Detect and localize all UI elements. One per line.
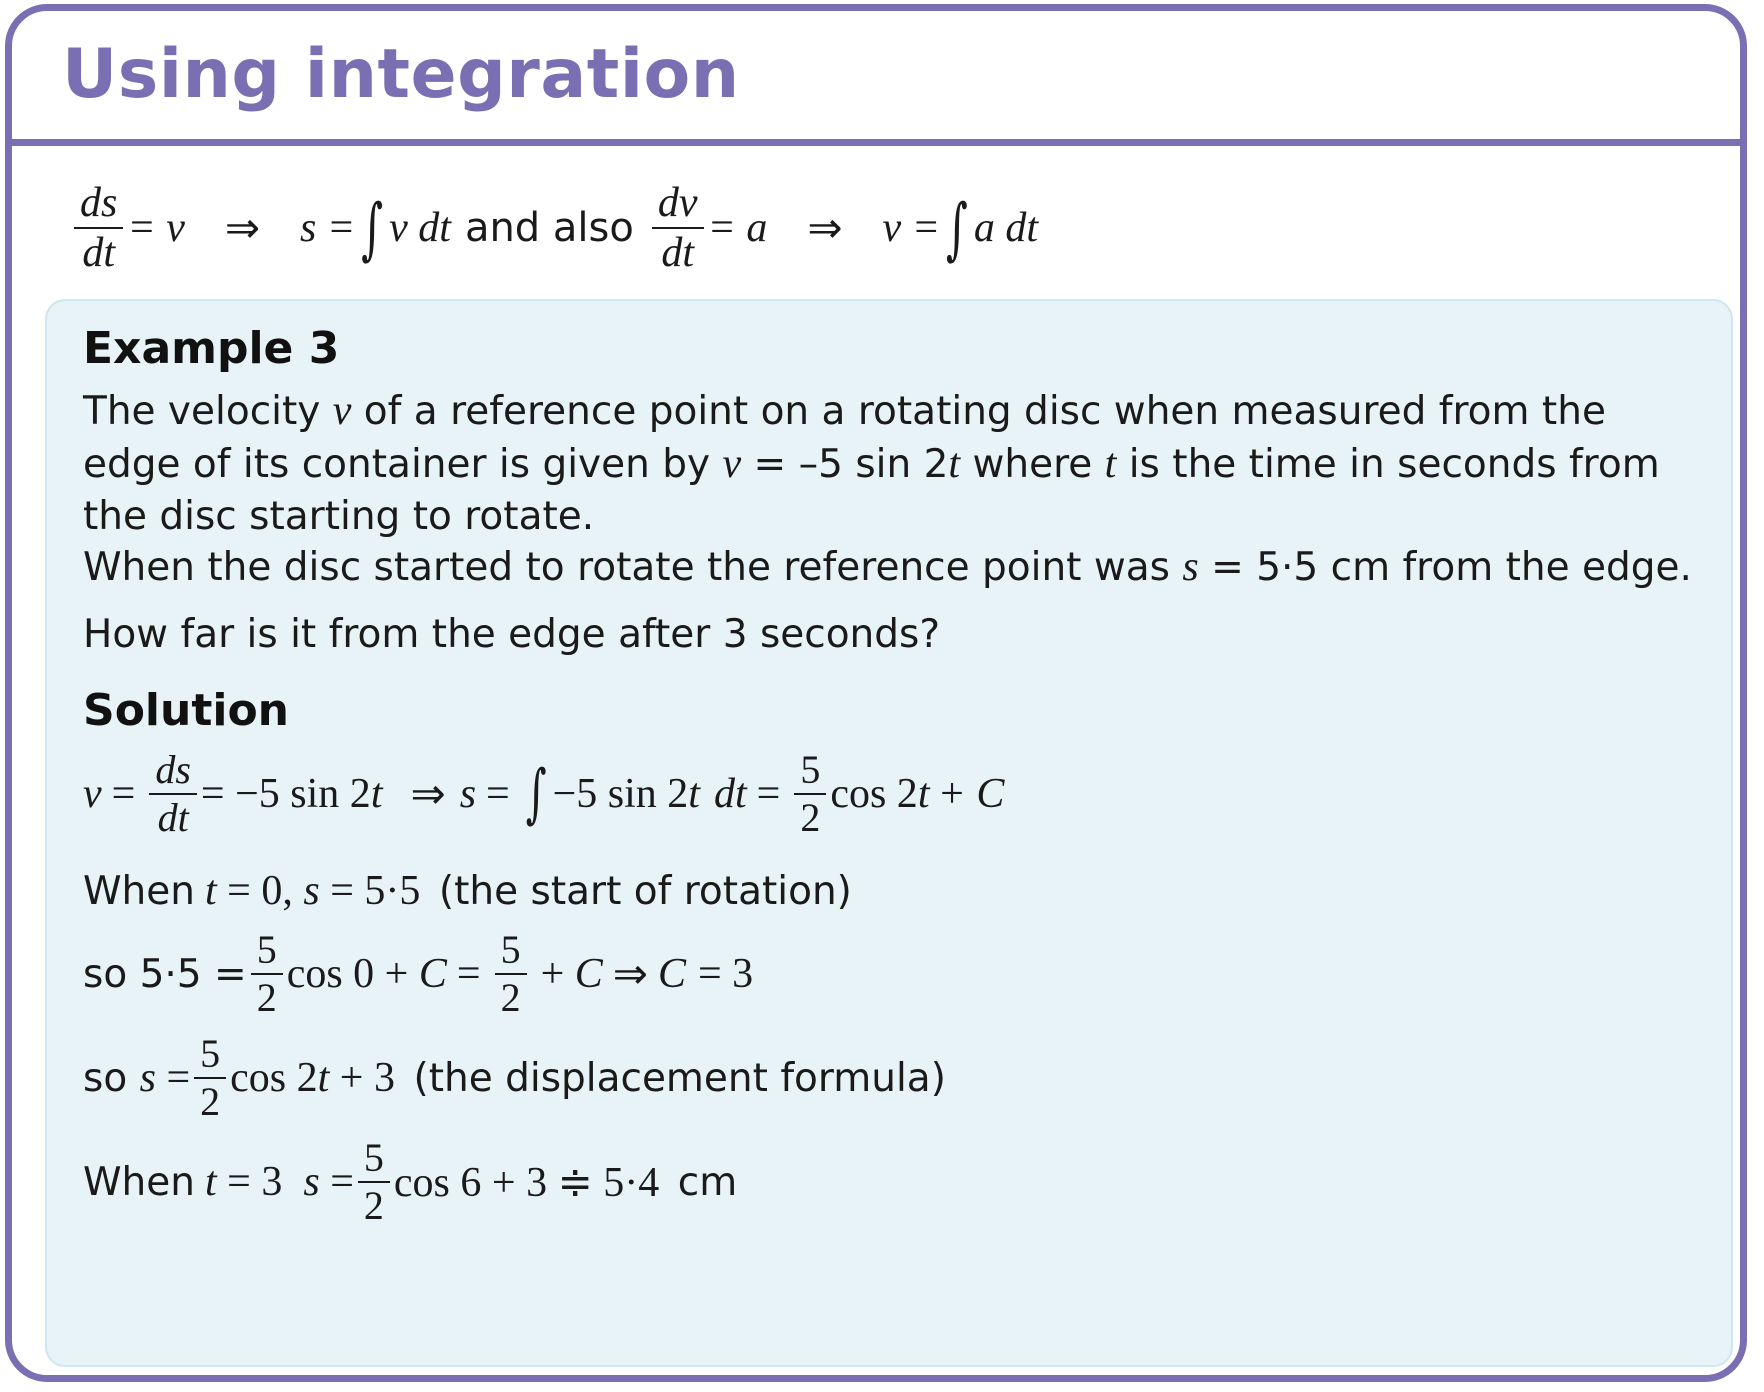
integral-sign: ∫ xyxy=(525,757,547,831)
content-card xyxy=(5,4,1747,1382)
example-question: How far is it from the edge after 3 seconds? xyxy=(83,612,941,657)
solution-line-4: so s = $\frac{5}{2}$ cos 2 t + 3 (the displacement formula) xyxy=(83,1031,946,1124)
equals-v: = v xyxy=(127,205,185,252)
five-halves-fraction: $\frac{5}{2}$ xyxy=(358,1137,390,1227)
five-halves-fraction: $\frac{5}{2}$ xyxy=(495,929,527,1019)
a-dt: a dt xyxy=(973,205,1039,252)
implies-arrow: ⇒ xyxy=(224,206,261,253)
ds-dt-fraction: $\frac{ds}{dt}$ xyxy=(149,749,197,839)
s-equals: s = xyxy=(300,205,356,252)
example-paragraph-2: When the disc started to rotate the reference point was s = 5·5 cm from the edge. xyxy=(83,544,1692,590)
implies-arrow: ⇒ xyxy=(410,772,446,818)
title-divider xyxy=(12,139,1740,146)
solution-line-2: When t = 0, s = 5·5 (the start of rotation) xyxy=(83,868,852,914)
integral-sign: ∫ xyxy=(361,188,384,268)
five-halves-fraction: $\frac{5}{2}$ xyxy=(251,929,283,1019)
example-paragraph-1: The velocity v of a reference point on a rotating disc when measured from the edge of its container is given by v = –5 sin 2t where t is the time in seconds from the disc starting to rotate. xyxy=(83,388,1660,539)
five-halves-fraction: $\frac{5}{2}$ xyxy=(194,1033,226,1123)
example-box xyxy=(45,299,1733,1367)
equals-a: = a xyxy=(707,205,768,252)
example-heading: Example 3 xyxy=(83,323,340,374)
and-also-text: and also xyxy=(464,205,634,252)
page-title: Using integration xyxy=(62,35,740,114)
solution-line-5: When t = 3 s = $\frac{5}{2}$ cos 6 + 3 ≑ 5·4 cm xyxy=(83,1135,738,1228)
v-dt: v dt xyxy=(389,205,451,252)
implies-arrow: ⇒ xyxy=(807,206,843,253)
solution-heading: Solution xyxy=(83,685,289,736)
ds-dt-fraction: $\frac{ds}{dt}$ xyxy=(74,181,123,275)
integral-sign: ∫ xyxy=(946,188,968,268)
integration-formula xyxy=(70,181,1038,275)
v-equals: v = xyxy=(882,205,941,252)
solution-line-3: so 5·5 = $\frac{5}{2}$ cos 0 + C = $\frac{5}{2}$ + C ⇒ C = 3 xyxy=(83,927,754,1020)
five-halves-fraction: $\frac{5}{2}$ xyxy=(794,749,826,839)
dv-dt-fraction: $\frac{dv}{dt}$ xyxy=(652,181,704,275)
solution-line-1: v = $\frac{ds}{dt}$ = −5 sin 2 t ⇒ s = ∫ −5 sin 2 t dt = $\frac{5}{2}$ cos 2 t + C xyxy=(83,747,1005,840)
implies-arrow: ⇒ xyxy=(612,952,648,998)
